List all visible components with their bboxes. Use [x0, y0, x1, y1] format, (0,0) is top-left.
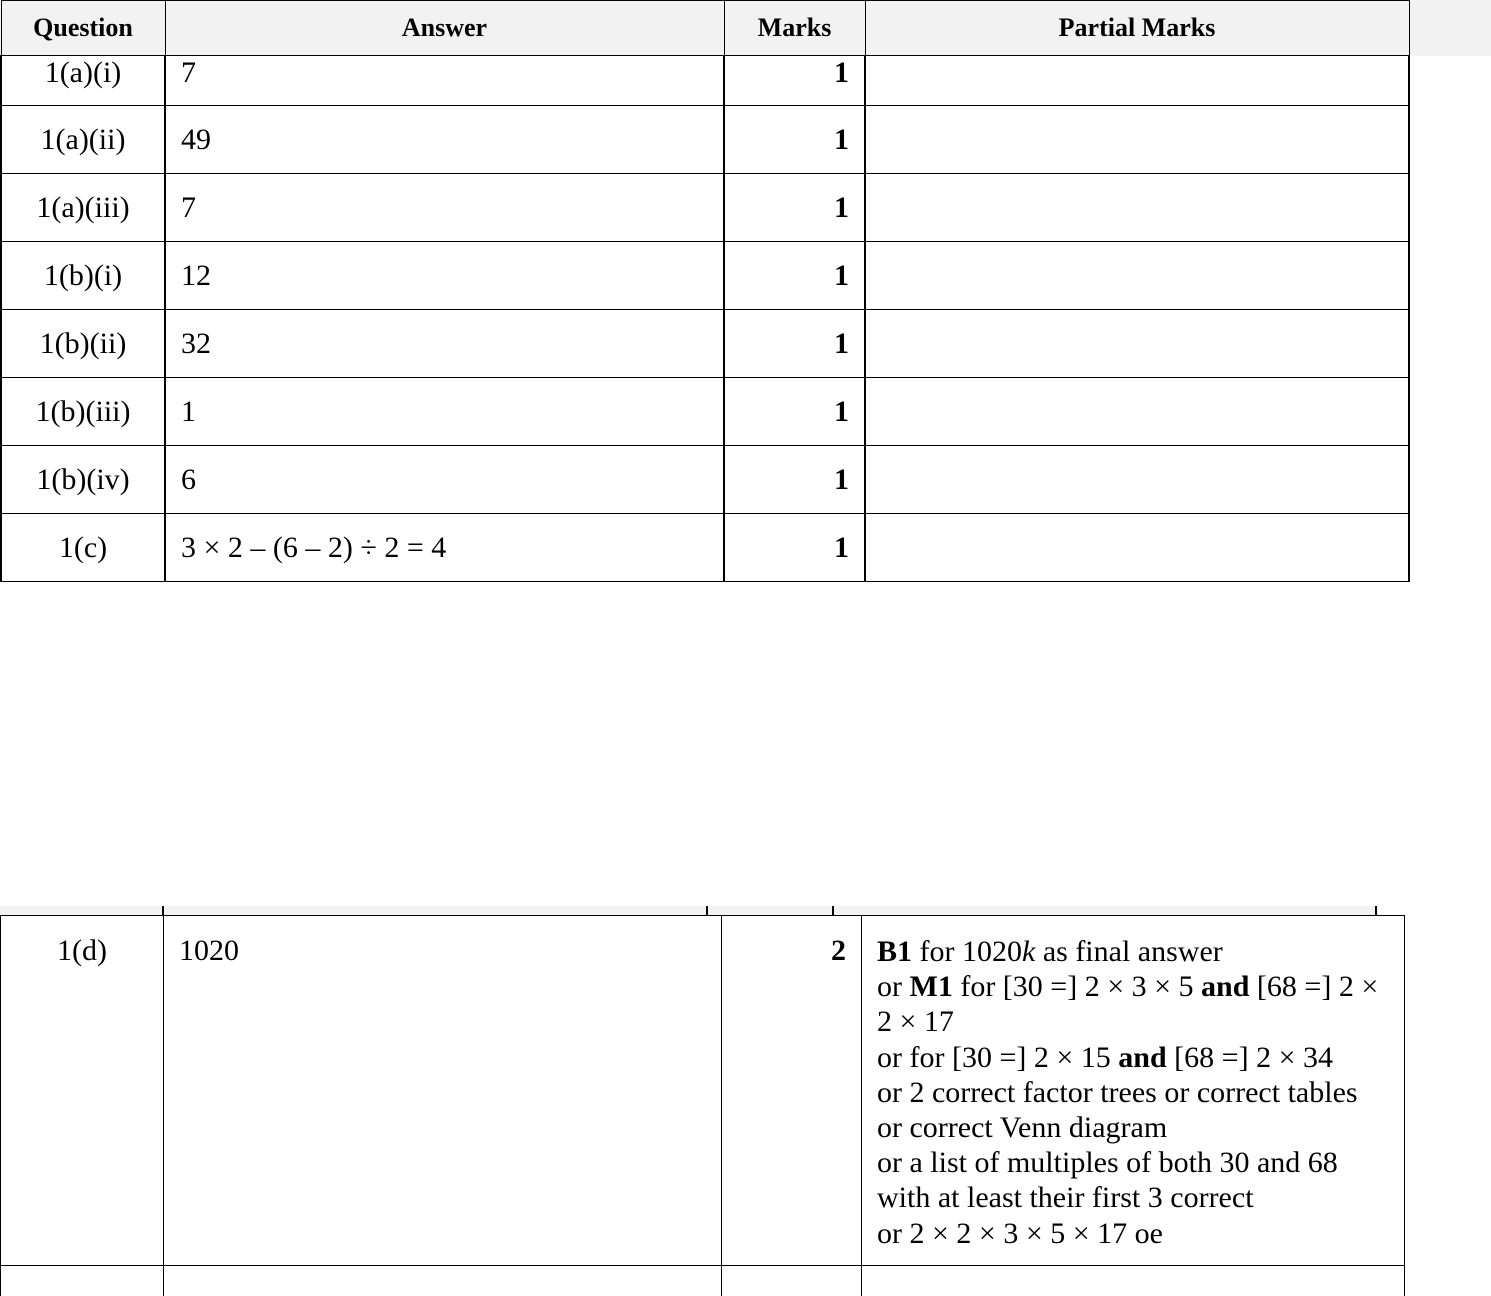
table-row	[1, 514, 1409, 582]
partial-marks-cell	[865, 446, 1409, 514]
marks-cell: 1	[724, 310, 865, 378]
table-row	[1, 106, 1409, 174]
partial-marks-cell	[865, 106, 1409, 174]
answer-cell: 7	[165, 56, 724, 106]
partial-marks-cell	[862, 1266, 1405, 1296]
header-partial-marks: Partial Marks	[865, 1, 1409, 56]
answer-cell: 6	[165, 446, 724, 514]
table-row	[1, 916, 1405, 1266]
table-row	[1, 242, 1409, 310]
partial-text: [68 =] 2 × 2 × 17	[877, 970, 1379, 1039]
question-cell: 1(a)(i)	[1, 56, 165, 106]
partial-text: for 1020	[912, 935, 1022, 968]
marks-cell: 1	[724, 106, 865, 174]
answer-cell	[164, 1266, 722, 1296]
partial-marks-cell	[865, 378, 1409, 446]
partial-marks-cell	[865, 514, 1409, 582]
header-answer: Answer	[165, 1, 724, 56]
question-cell	[1, 1266, 164, 1296]
marks-cell: 1	[724, 242, 865, 310]
question-cell: 1(a)(ii)	[1, 106, 165, 174]
table-row	[1, 1266, 1405, 1296]
header-row	[1, 1, 1409, 56]
partial-text: or a list of multiples of both 30 and 68 with at least their first 3 correct	[877, 1146, 1338, 1215]
partial-text: for [30 =] 2 × 3 × 5	[952, 970, 1202, 1004]
table-row	[1, 56, 1409, 106]
marks-cell	[722, 1266, 862, 1296]
m1-mark: M1	[909, 970, 953, 1004]
variable-k: k	[1022, 935, 1036, 968]
marks-cell: 1	[724, 446, 865, 514]
question-cell: 1(b)(i)	[1, 242, 165, 310]
and-keyword: and	[1201, 970, 1250, 1004]
question-cell: 1(b)(iii)	[1, 378, 165, 446]
question-cell: 1(c)	[1, 514, 165, 582]
table-row	[1, 378, 1409, 446]
answer-cell: 1	[165, 378, 724, 446]
marks-cell: 1	[724, 174, 865, 242]
marks-cell: 1	[724, 514, 865, 582]
table-row	[1, 310, 1409, 378]
partial-marks-text	[862, 934, 1404, 1251]
table-row	[1, 446, 1409, 514]
partial-text: as final answer	[1035, 935, 1223, 968]
question-cell: 1(b)(ii)	[1, 310, 165, 378]
question-cell: 1(a)(iii)	[1, 174, 165, 242]
mark-scheme-table-continued	[0, 915, 1405, 1296]
mark-scheme-table	[0, 0, 1410, 582]
partial-marks-cell	[862, 916, 1405, 1266]
answer-cell: 49	[165, 106, 724, 174]
and-keyword: and	[1118, 1040, 1167, 1074]
marks-cell: 2	[722, 916, 862, 1266]
answer-cell: 12	[165, 242, 724, 310]
marks-cell: 1	[724, 56, 865, 106]
question-cell: 1(d)	[1, 916, 164, 1266]
table-row	[1, 174, 1409, 242]
answer-cell: 1020	[164, 916, 722, 1266]
partial-text: or for [30 =] 2 × 15	[877, 1040, 1119, 1074]
answer-cell: 3 × 2 – (6 – 2) ÷ 2 = 4	[165, 514, 724, 582]
partial-marks-cell	[865, 56, 1409, 106]
header-marks: Marks	[724, 1, 865, 56]
partial-text: or 2 × 2 × 3 × 5 × 17 oe	[877, 1216, 1163, 1250]
answer-cell: 7	[165, 174, 724, 242]
header-question: Question	[1, 1, 165, 56]
continuation-band	[0, 906, 1378, 915]
partial-text: or 2 correct factor trees or correct tables or correct Venn diagram	[877, 1075, 1358, 1145]
partial-text: or	[877, 970, 910, 1004]
question-cell: 1(b)(iv)	[1, 446, 165, 514]
partial-text: [68 =] 2 × 34	[1166, 1040, 1333, 1074]
b1-mark: B1	[877, 935, 913, 968]
marks-cell: 1	[724, 378, 865, 446]
partial-marks-cell	[865, 174, 1409, 242]
answer-cell: 32	[165, 310, 724, 378]
partial-marks-cell	[865, 242, 1409, 310]
partial-marks-cell	[865, 310, 1409, 378]
